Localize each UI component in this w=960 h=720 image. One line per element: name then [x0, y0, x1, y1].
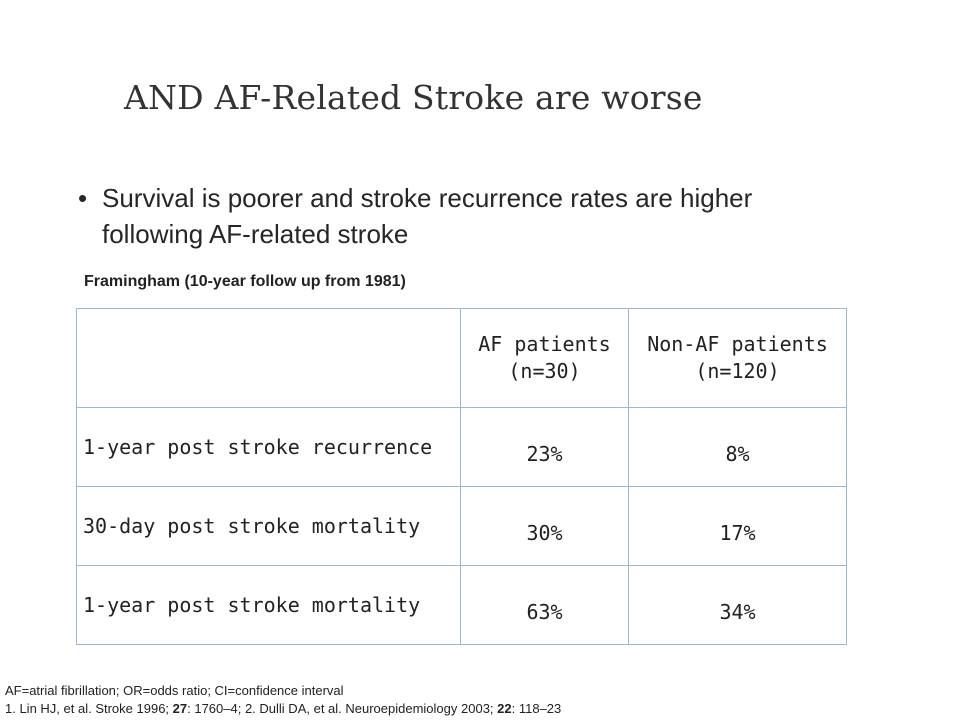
af-value: 23% [461, 408, 629, 487]
ref2-volume: 22 [497, 701, 512, 716]
af-value: 30% [461, 487, 629, 566]
ref2-pages: : 118–23 [511, 701, 562, 716]
header-empty-cell [77, 309, 461, 408]
row-label: 1-year post stroke recurrence [77, 408, 461, 487]
ref1-pages: : 1760–4; [187, 701, 245, 716]
header-af-patients: AF patients (n=30) [461, 309, 629, 408]
abbreviations-footnote: AF=atrial fibrillation; OR=odds ratio; CI=confidence interval [5, 683, 344, 698]
bullet-point [78, 180, 838, 252]
references-footnote [5, 701, 561, 716]
table-row [77, 566, 847, 645]
ref1-citation: 1. Lin HJ, et al. Stroke 1996; [5, 701, 173, 716]
ref2-citation: 2. Dulli DA, et al. Neuroepidemiology 2003; [244, 701, 498, 716]
study-subheading: Framingham (10-year follow up from 1981) [84, 273, 406, 290]
ref1-volume: 27 [172, 701, 188, 716]
header-non-af-patients: Non-AF patients (n=120) [629, 309, 847, 408]
non-af-value: 34% [629, 566, 847, 645]
stroke-outcomes-table [76, 308, 847, 645]
table-row [77, 408, 847, 487]
non-af-value: 17% [629, 487, 847, 566]
row-label: 1-year post stroke mortality [77, 566, 461, 645]
table-header-row [77, 309, 847, 408]
slide-title: AND AF-Related Stroke are worse [124, 78, 703, 117]
non-af-value: 8% [629, 408, 847, 487]
bullet-dot-icon: • [78, 183, 88, 213]
af-value: 63% [461, 566, 629, 645]
table-row [77, 487, 847, 566]
row-label: 30-day post stroke mortality [77, 487, 461, 566]
bullet-text: Survival is poorer and stroke recurrence rates are higher following AF-related stroke [102, 183, 753, 249]
